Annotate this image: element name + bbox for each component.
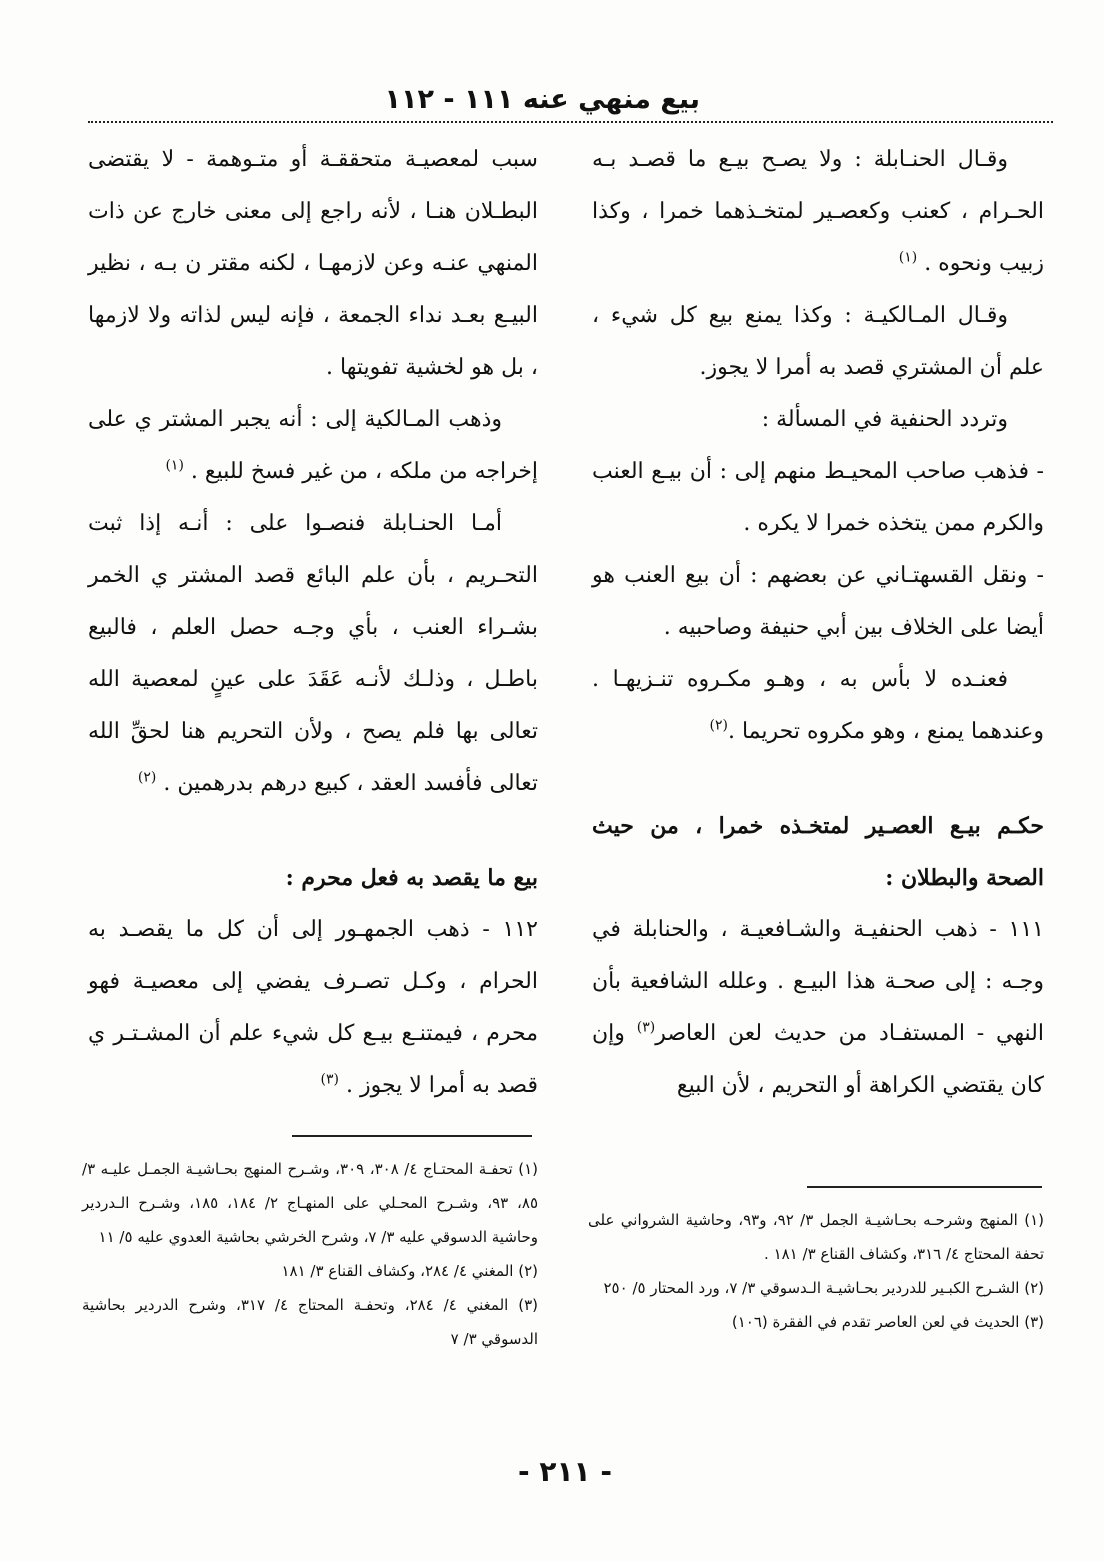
paragraph-text: ١١١ - ذهب الحنفيـة والشـافعيـة ، والحنابلة في وجـه : إلى صحـة هذا البيـع . وعلله الشافعية بأن النهي - المستفـاد من حديث لعن العاصر bbox=[592, 917, 1044, 1046]
footnotes-right bbox=[588, 1203, 1044, 1339]
paragraph-continuation: سبب لمعصيـة متحققـة أو متـوهمة - لا يقتضى البطـلان هنـا ، لأنه راجع إلى معنى خارج عن ذات المنهي عنـه وعن لازمهـا ، لكنه مقتر ن بـه ، نظير البيـع بعـد نداء الجمعة ، فإنه ليس لذاته ولا لازمها ، بل هو لخشية تفويتها . bbox=[88, 147, 538, 380]
header-dotted-rule bbox=[88, 121, 1053, 123]
footnote-separator-left bbox=[292, 1135, 532, 1137]
footnote-ref: (٢) bbox=[137, 769, 157, 786]
paragraph-111 bbox=[592, 904, 1044, 1112]
footnote-ref: (٣) bbox=[636, 1019, 656, 1036]
paragraph-malikiyya-2 bbox=[88, 394, 538, 498]
paragraph-text: وقـال الحنـابلة : ولا يصـح بيـع ما قصـد بـه الحـرام ، كعنب وكعصـير لمتخـذهما خمرا ، وكذا زبيب ونحوه . bbox=[592, 147, 1044, 276]
footnote-ref: (١) bbox=[165, 457, 184, 474]
paragraph-112 bbox=[88, 904, 538, 1112]
paragraph-qusuhtani: - ونقل القسهتـاني عن بعضهم : أن بيع العنب هو أيضا على الخلاف بين أبي حنيفة وصاحبيه . bbox=[592, 563, 1044, 640]
paragraph-text: أمـا الحنـابلة فنصـوا على : أنـه إذا ثبت التحـريم ، بأن علم البائع قصد المشتر ي الخمر بشـراء العنب ، بأي وجـه حصل العلم ، فالبيع باطـل ، وذلـك لأنـه عَقَدَ على عينٍ لمعصية الله تعالى بها فلم يصح ، ولأن التحريم هنا لحقِّ الله تعالى فأفسد العقد ، كبيع درهم بدرهمين . bbox=[88, 511, 538, 796]
paragraph-text: فعنـده لا بأس به ، وهـو مكـروه تنـزيهـا . وعندهما يمنع ، وهو مكروه تحريما . bbox=[592, 667, 1044, 744]
paragraph-text: وإن كان يقتضي الكراهة أو التحريم ، لأن البيع bbox=[592, 1021, 1044, 1098]
footnote-item: (١) المنهج وشرحـه بحـاشيـة الجمل ٣/ ٩٢، و٩٣، وحاشية الشرواني على تحفة المحتاج ٤/ ٣١٦، وكشاف القناع ٣/ ١٨١ . bbox=[588, 1211, 1044, 1263]
paragraph-hanabila bbox=[592, 134, 1044, 290]
page-number: - ٢١١ - bbox=[517, 1455, 613, 1488]
paragraph-muhit: - فذهب صاحب المحيـط منهم إلى : أن بيـع العنب والكرم ممن يتخذه خمرا لا يكره . bbox=[592, 459, 1044, 536]
footnote-item: (٢) الشـرح الكبـير للدردير بحـاشيـة الـدسوقي ٣/ ٧، ورد المحتار ٥/ ٢٥٠ bbox=[603, 1279, 1044, 1297]
section-heading-juice: حكـم بيـع العصـير لمتخـذه خمرا ، من حيث الصحة والبطلان : bbox=[592, 813, 1044, 891]
paragraph-opinions bbox=[592, 654, 1044, 758]
footnotes-left bbox=[82, 1152, 538, 1356]
paragraph-text: ١١٢ - ذهب الجمهـور إلى أن كل ما يقصـد به الحرام ، وكـل تصـرف يفضي إلى معصيـة فهو محرم ، فيمتنـع بيـع كل شيء علم أن المشـتـر ي قصد به أمرا لا يجوز . bbox=[88, 917, 538, 1098]
footnote-item: (٣) الحديث في لعن العاصر تقدم في الفقرة (١٠٦) bbox=[731, 1313, 1044, 1331]
running-title: بيع منهي عنه ١١١ - ١١٢ bbox=[384, 84, 700, 115]
paragraph-malikiyya: وقـال المـالكيـة : وكذا يمنع بيع كل شيء ، علم أن المشتري قصد به أمرا لا يجوز. bbox=[592, 303, 1044, 380]
footnote-ref: (١) bbox=[898, 249, 918, 266]
paragraph-hanafiyya: وتردد الحنفية في المسألة : bbox=[761, 407, 1008, 432]
section-heading-forbidden: بيع ما يقصد به فعل محرم : bbox=[285, 865, 538, 891]
footnote-ref: (٢) bbox=[709, 717, 728, 734]
paragraph-hanabila-2 bbox=[88, 498, 538, 810]
footnote-separator-right bbox=[807, 1186, 1042, 1188]
left-column bbox=[88, 134, 538, 1112]
right-column bbox=[592, 134, 1044, 1112]
footnote-item: (٢) المغني ٤/ ٢٨٤، وكشاف القناع ٣/ ١٨١ bbox=[281, 1262, 538, 1280]
footnote-ref: (٣) bbox=[320, 1071, 339, 1088]
paragraph-text: وذهب المـالكية إلى : أنه يجبر المشتر ي على إخراجه من ملكه ، من غير فسخ للبيع . bbox=[88, 407, 538, 484]
footnote-item: (١) تحفـة المحتـاج ٤/ ٣٠٨، ٣٠٩، وشـرح المنهج بحـاشيـة الجمـل عليـه ٣/ ٨٥، ٩٣، وشـرح المحـلي على المنهـاج ٢/ ١٨٤، ١٨٥، وشـرح الـدردير وحاشية الدسوقي عليه ٣/ ٧، وشرح الخرشي بحاشية العدوي عليه ٥/ ١١ bbox=[82, 1160, 539, 1246]
footnote-item: (٣) المغني ٤/ ٢٨٤، وتحفـة المحتاج ٤/ ٣١٧، وشرح الدردير بحاشية الدسوقي ٣/ ٧ bbox=[82, 1296, 538, 1348]
